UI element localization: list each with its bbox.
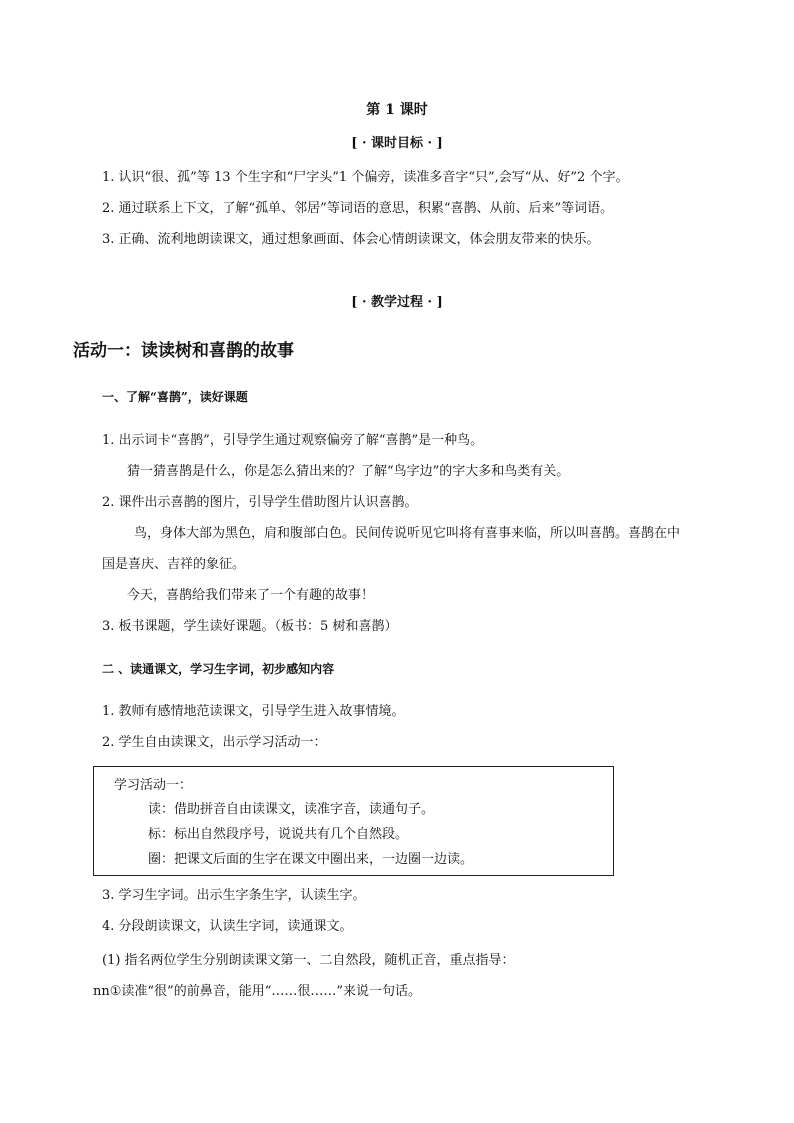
section2-paragraph: 4. 分段朗读课文，认读生字词，读通课文。 (102, 919, 353, 934)
section1-heading: 一、了解“喜鹊”，读好课题 (102, 390, 248, 404)
box-line: 读：借助拼音自由读课文，读准字音，读通句子。 (148, 802, 435, 817)
section2-heading: 二 、读通课文，学习生字词，初步感知内容 (102, 662, 335, 676)
goals-heading: [ · 课时目标 · ] (351, 136, 443, 151)
goal-item-3: 3. 正确、流利地朗读课文，通过想象画面、体会心情朗读课文，体会朋友带来的快乐。 (102, 232, 600, 247)
section1-paragraph: 国是喜庆、吉祥的象征。 (102, 557, 246, 572)
box-line: 标：标出自然段序号，说说共有几个自然段。 (148, 827, 409, 842)
goal-item-2: 2. 通过联系上下文，了解“孤单、邻居”等词语的意思，积累“喜鹊、从前、后来”等词语。 (102, 201, 614, 216)
activity-title: 活动一：读读树和喜鹊的故事 (73, 341, 294, 361)
section2-paragraph: nn①读准“很”的前鼻音，能用“……很……”来说一句话。 (93, 984, 421, 999)
section1-paragraph: 鸟，身体大部为黑色，肩和腹部白色。民间传说听见它叫将有喜事来临，所以叫喜鹊。喜鹊在中 (134, 526, 681, 541)
section1-paragraph: 1. 出示词卡“喜鹊”，引导学生通过观察偏旁了解“喜鹊”是一种鸟。 (102, 433, 484, 448)
box-line: 圈：把课文后面的生字在课文中圈出来，一边圈一边读。 (148, 852, 474, 867)
goal-item-1: 1. 认识“很、孤”等 13 个生字和“尸字头”1 个偏旁，读准多音字“只”,会写“从、好”2 个字。 (102, 170, 629, 185)
section1-paragraph: 今天，喜鹊给我们带来了一个有趣的故事！ (127, 588, 375, 603)
box-title: 学习活动一： (114, 778, 193, 793)
lesson-title: 第 1 课时 (366, 102, 428, 118)
learning-activity-box (93, 766, 614, 876)
section1-paragraph: 猜一猜喜鹊是什么，你是怎么猜出来的？了解“鸟字边”的字大多和鸟类有关。 (127, 464, 570, 479)
section1-paragraph: 3. 板书课题，学生读好课题。（板书：5 树和喜鹊） (102, 619, 398, 634)
section2-paragraph: 2. 学生自由读课文，出示学习活动一： (102, 735, 327, 750)
section2-paragraph: 3. 学习生字词。出示生字条生字，认读生字。 (102, 888, 366, 903)
section1-paragraph: 2. 课件出示喜鹊的图片，引导学生借助图片认识喜鹊。 (102, 495, 418, 510)
process-heading: [ · 教学过程 · ] (351, 295, 443, 310)
section2-paragraph: 1. 教师有感情地范读课文，引导学生进入故事情境。 (102, 704, 405, 719)
section2-paragraph: (1) 指名两位学生分别朗读课文第一、二自然段，随机正音，重点指导： (102, 953, 515, 968)
